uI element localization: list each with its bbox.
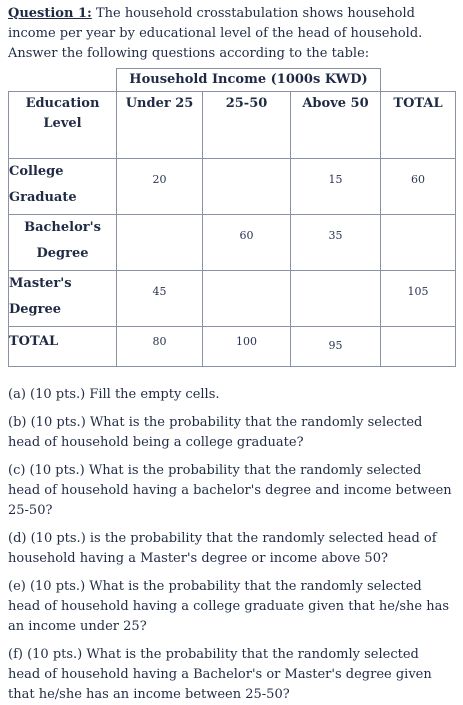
table-title: Household Income (1000s KWD) bbox=[117, 69, 381, 92]
cell-masters-above-50 bbox=[291, 271, 381, 327]
row-label-total: TOTAL bbox=[9, 327, 117, 367]
table-row bbox=[9, 271, 456, 327]
table-row bbox=[9, 215, 456, 271]
question-label: Question 1: bbox=[8, 6, 92, 21]
question-a: (a) (10 pts.) Fill the empty cells. bbox=[8, 387, 220, 402]
row-label-college-graduate: College Graduate bbox=[9, 159, 117, 215]
cell-college-above-50: 15 bbox=[291, 159, 381, 215]
cell-college-25-50 bbox=[203, 159, 291, 215]
header-25-50: 25-50 bbox=[203, 92, 291, 159]
question-e: (e) (10 pts.) What is the probability that the randomly selected head of household having a college graduate given that he/she has an income under 25? bbox=[8, 579, 450, 634]
table-row-total bbox=[9, 327, 456, 367]
question-c: (c) (10 pts.) What is the probability that the randomly selected head of household having a bachelor's degree and income between 25-50? bbox=[8, 463, 452, 518]
cell-total-total bbox=[381, 327, 456, 367]
cell-college-total: 60 bbox=[381, 159, 456, 215]
row-label-masters-degree: Master's Degree bbox=[9, 271, 117, 327]
cell-masters-25-50 bbox=[203, 271, 291, 327]
header-education-level: Education Level bbox=[9, 92, 117, 159]
question-text: The household crosstabulation shows household income per year by educational level of the head of household. Answer the following questions according to the table: bbox=[8, 6, 423, 61]
cell-bachelors-above-50: 35 bbox=[291, 215, 381, 271]
cell-bachelors-total bbox=[381, 215, 456, 271]
question-list bbox=[8, 385, 455, 705]
row-label-bachelors-degree: Bachelor's Degree bbox=[9, 215, 117, 271]
cell-college-under-25: 20 bbox=[117, 159, 203, 215]
cell-masters-total: 105 bbox=[381, 271, 456, 327]
question-intro bbox=[8, 4, 455, 64]
question-d: (d) (10 pts.) is the probability that the randomly selected head of household having a Master's degree or income above 50? bbox=[8, 531, 437, 566]
question-b: (b) (10 pts.) What is the probability that the randomly selected head of household being a college graduate? bbox=[8, 415, 423, 450]
header-total: TOTAL bbox=[381, 92, 456, 159]
table-row bbox=[9, 159, 456, 215]
crosstab-table bbox=[8, 68, 456, 367]
cell-total-under-25: 80 bbox=[117, 327, 203, 367]
cell-total-above-50: 95 bbox=[291, 327, 381, 367]
question-f: (f) (10 pts.) What is the probability that the randomly selected head of household having a Bachelor's or Master's degree given that he/she has an income between 25-50? bbox=[8, 647, 432, 702]
cell-bachelors-25-50: 60 bbox=[203, 215, 291, 271]
header-above-50: Above 50 bbox=[291, 92, 381, 159]
table-corner-right bbox=[381, 69, 456, 92]
header-under-25: Under 25 bbox=[117, 92, 203, 159]
cell-masters-under-25: 45 bbox=[117, 271, 203, 327]
table-corner bbox=[9, 69, 117, 92]
cell-total-25-50: 100 bbox=[203, 327, 291, 367]
cell-bachelors-under-25 bbox=[117, 215, 203, 271]
